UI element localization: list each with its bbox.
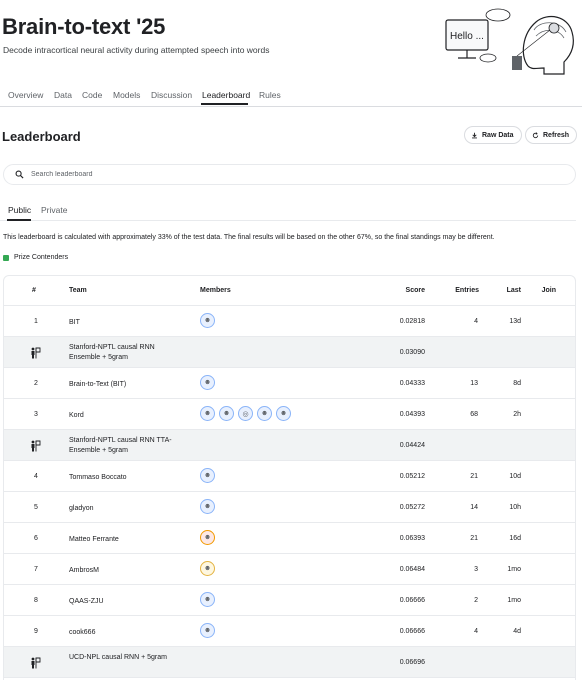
team-score: 0.05212 (399, 473, 425, 480)
refresh-button[interactable] (525, 126, 577, 144)
table-row[interactable] (4, 492, 575, 523)
team-name[interactable]: cook666 (69, 629, 96, 636)
team-score: 0.06484 (399, 566, 425, 573)
member-avatar[interactable]: ☻ (200, 561, 215, 576)
tab-discussion[interactable]: Discussion (151, 90, 193, 100)
leaderboard-note: This leaderboard is calculated with approximately 33% of the test data. The final results will be based on the other 67%, so the final standings may be different. (3, 234, 495, 241)
table-row[interactable] (4, 554, 575, 585)
team-score: 0.04333 (399, 380, 425, 387)
team-entries: 3 (474, 566, 478, 573)
team-rank: 5 (34, 504, 38, 511)
team-name[interactable]: AmbrosM (69, 567, 99, 574)
benchmark-icon (29, 347, 41, 359)
team-last-submission: 16d (509, 535, 521, 542)
team-name[interactable]: Tommaso Boccato (69, 474, 127, 481)
team-members (200, 313, 215, 328)
team-entries: 4 (474, 628, 478, 635)
team-score: 0.04393 (399, 411, 425, 418)
team-last-submission: 10h (509, 504, 521, 511)
subtab-public[interactable]: Public (8, 205, 32, 215)
active-subtab-indicator (7, 219, 31, 221)
refresh-icon (532, 132, 539, 139)
leaderboard-table (3, 275, 576, 680)
tab-overview[interactable]: Overview (8, 90, 44, 100)
team-rank: 6 (34, 535, 38, 542)
team-members (200, 592, 215, 607)
team-name[interactable]: Kord (69, 412, 84, 419)
table-row[interactable] (4, 399, 575, 430)
team-name[interactable]: Brain-to-Text (BIT) (69, 381, 127, 388)
team-entries: 4 (474, 318, 478, 325)
table-row[interactable] (4, 461, 575, 492)
team-score: 0.06696 (399, 659, 425, 666)
raw-data-button[interactable] (464, 126, 522, 144)
team-name[interactable]: QAAS-ZJU (69, 598, 104, 605)
raw-data-label: Raw Data (482, 131, 514, 139)
refresh-label: Refresh (543, 131, 570, 139)
team-rank: 9 (34, 628, 38, 635)
column-members: Members (200, 287, 231, 294)
column-rank: # (32, 287, 36, 294)
team-entries: 68 (470, 411, 478, 418)
team-members (200, 623, 215, 638)
team-entries: 14 (470, 504, 478, 511)
search-bar (3, 164, 576, 185)
team-score: 0.04424 (399, 442, 425, 449)
table-row[interactable] (4, 585, 575, 616)
table-header (4, 276, 575, 306)
team-last-submission: 8d (513, 380, 521, 387)
team-name: UCD-NPL causal RNN + 5gram (69, 654, 167, 661)
team-entries: 2 (474, 597, 478, 604)
team-name: Stanford-NPTL causal RNN Ensemble + 5gram (69, 344, 155, 361)
table-row[interactable] (4, 368, 575, 399)
subtab-private[interactable]: Private (41, 205, 68, 215)
member-avatar[interactable]: ◎ (238, 406, 253, 421)
team-score: 0.02818 (399, 318, 425, 325)
member-avatar[interactable]: ☻ (219, 406, 234, 421)
team-rank: 3 (34, 411, 38, 418)
member-avatar[interactable]: ☻ (200, 313, 215, 328)
member-avatar[interactable]: ☻ (200, 406, 215, 421)
table-body (4, 306, 575, 678)
table-row[interactable] (4, 616, 575, 647)
team-score: 0.06666 (399, 597, 425, 604)
team-last-submission: 10d (509, 473, 521, 480)
member-avatar[interactable]: ☻ (276, 406, 291, 421)
column-entries: Entries (455, 287, 479, 294)
team-rank: 7 (34, 566, 38, 573)
column-last: Last (506, 287, 521, 294)
prize-legend (3, 254, 68, 261)
column-join: Join (541, 287, 556, 294)
team-entries: 13 (470, 380, 478, 387)
team-rank: 8 (34, 597, 38, 604)
member-avatar[interactable]: ☻ (200, 592, 215, 607)
prize-legend-label: Prize Contenders (14, 254, 69, 261)
team-rank: 2 (34, 380, 38, 387)
download-icon (471, 132, 478, 139)
team-name[interactable]: gladyon (69, 505, 94, 512)
benchmark-icon (29, 440, 41, 452)
team-members (200, 499, 215, 514)
team-rank: 1 (34, 318, 38, 325)
tab-code[interactable]: Code (82, 90, 103, 100)
banner-hello-text: Hello ... (450, 31, 484, 42)
member-avatar[interactable]: ☻ (200, 468, 215, 483)
search-input[interactable] (31, 171, 551, 178)
team-score: 0.05272 (399, 504, 425, 511)
tab-rules[interactable]: Rules (259, 90, 281, 100)
tab-leaderboard[interactable]: Leaderboard (202, 90, 251, 100)
benchmark-row[interactable] (4, 430, 575, 461)
team-last-submission: 1mo (507, 566, 521, 573)
team-name[interactable]: Matteo Ferrante (69, 536, 119, 543)
team-members (200, 530, 215, 545)
team-last-submission: 2h (513, 411, 521, 418)
search-icon (15, 170, 24, 179)
leaderboard-title: Leaderboard (2, 129, 81, 144)
team-members (200, 375, 215, 390)
team-entries: 21 (470, 535, 478, 542)
member-avatar[interactable]: ☻ (200, 375, 215, 390)
active-tab-indicator (201, 103, 248, 105)
competition-title: Brain-to-text '25 (2, 14, 166, 39)
team-last-submission: 13d (509, 318, 521, 325)
team-members (200, 406, 291, 421)
table-row[interactable] (4, 523, 575, 554)
team-score: 0.06666 (399, 628, 425, 635)
team-members (200, 468, 215, 483)
column-score: Score (405, 287, 425, 294)
member-avatar[interactable]: ☻ (200, 499, 215, 514)
member-avatar[interactable]: ☻ (200, 623, 215, 638)
team-score: 0.06393 (399, 535, 425, 542)
team-entries: 21 (470, 473, 478, 480)
competition-tabs (0, 84, 582, 107)
team-last-submission: 1mo (507, 597, 521, 604)
competition-banner-image (440, 6, 580, 78)
table-row[interactable] (4, 306, 575, 337)
benchmark-row[interactable] (4, 647, 575, 678)
team-name[interactable]: BIT (69, 319, 80, 326)
team-score: 0.03090 (399, 349, 425, 356)
benchmark-row[interactable] (4, 337, 575, 368)
tab-models[interactable]: Models (113, 90, 141, 100)
member-avatar[interactable]: ☻ (200, 530, 215, 545)
team-name: Stanford-NPTL causal RNN TTA-Ensemble + 5gram (69, 437, 172, 454)
member-avatar[interactable]: ☻ (257, 406, 272, 421)
team-members (200, 561, 215, 576)
team-rank: 4 (34, 473, 38, 480)
competition-subtitle: Decode intracortical neural activity during attempted speech into words (3, 45, 270, 55)
prize-legend-swatch (3, 255, 9, 261)
column-team: Team (69, 287, 87, 294)
team-last-submission: 4d (513, 628, 521, 635)
benchmark-icon (29, 657, 41, 669)
leaderboard-subtabs (0, 200, 576, 221)
tab-data[interactable]: Data (54, 90, 72, 100)
